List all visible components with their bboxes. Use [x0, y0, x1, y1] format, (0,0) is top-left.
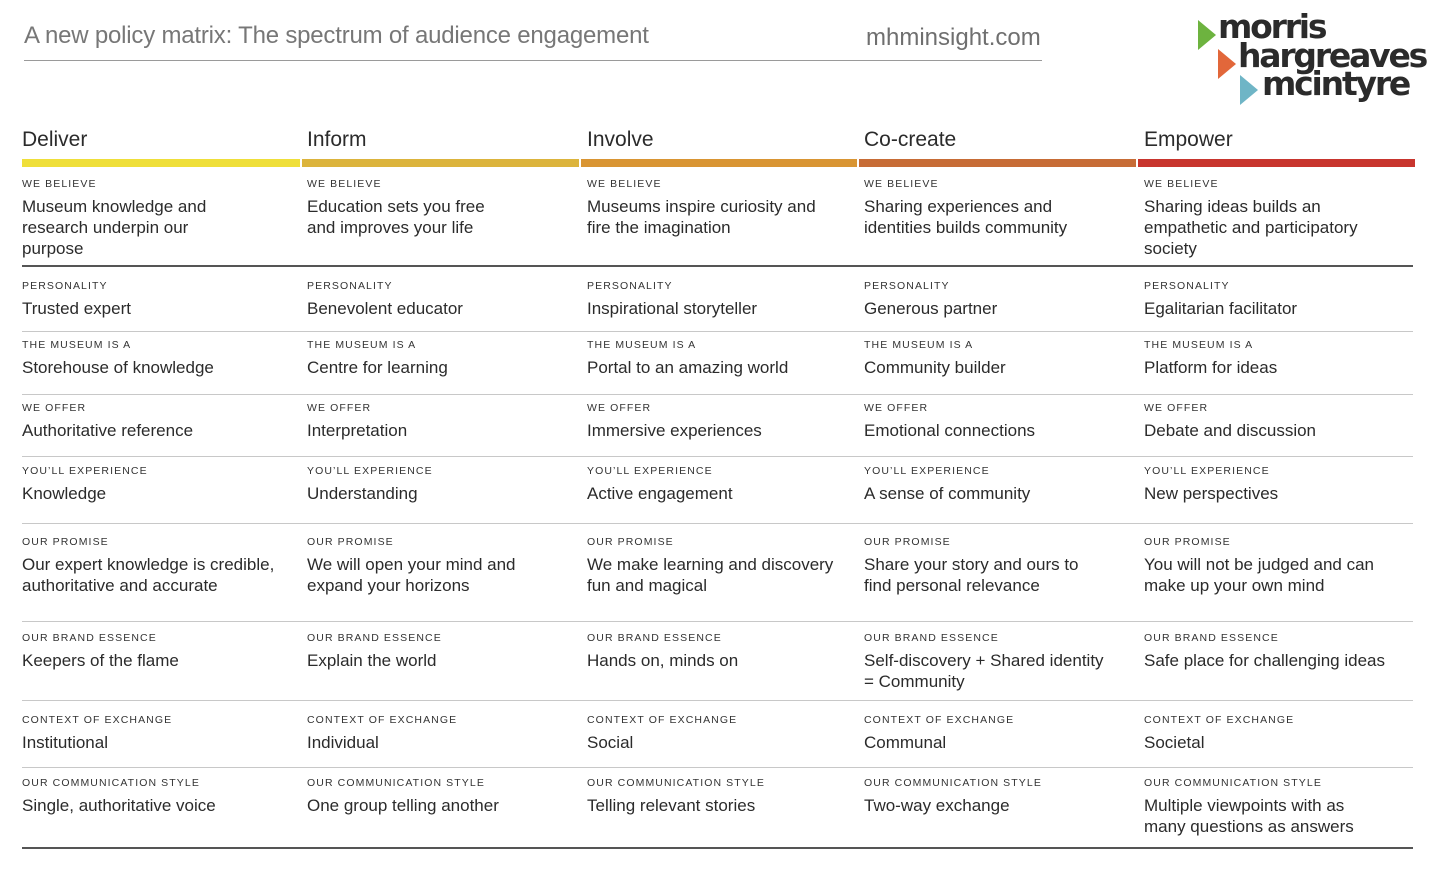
matrix-cell-you-ll-experience-involve — [587, 465, 733, 504]
row-label: YOU’LL EXPERIENCE — [864, 465, 990, 477]
cell-value: Interpretation — [307, 421, 408, 440]
row-label: PERSONALITY — [22, 280, 108, 292]
cell-value: Trusted expert — [22, 299, 131, 318]
matrix-cell-our-communication-style-inform — [307, 777, 499, 816]
row-divider — [22, 767, 1413, 768]
matrix-cell-the-museum-is-a-deliver — [22, 339, 214, 378]
matrix-cell-our-promise-deliver — [22, 536, 274, 596]
row-divider — [22, 700, 1413, 701]
row-label: OUR COMMUNICATION STYLE — [864, 777, 1042, 789]
cell-value: Knowledge — [22, 484, 107, 503]
cell-value: Generous partner — [864, 299, 998, 318]
matrix-cell-the-museum-is-a-inform — [307, 339, 448, 378]
cell-value: Share your story and ours to find personal relevance — [864, 555, 1079, 595]
matrix-cell-the-museum-is-a-empower — [1144, 339, 1277, 378]
cell-value: Benevolent educator — [307, 299, 463, 318]
row-label: OUR BRAND ESSENCE — [864, 632, 999, 644]
row-label: WE BELIEVE — [587, 178, 662, 190]
row-label: OUR BRAND ESSENCE — [307, 632, 442, 644]
matrix-cell-we-believe-involve — [587, 178, 816, 238]
stage-color-bar-co-create — [859, 159, 1136, 167]
row-label: YOU’LL EXPERIENCE — [22, 465, 148, 477]
matrix-cell-personality-involve — [587, 280, 757, 319]
row-label: PERSONALITY — [1144, 280, 1230, 292]
row-divider — [22, 847, 1413, 849]
row-label: OUR PROMISE — [587, 536, 674, 548]
matrix-cell-context-of-exchange-deliver — [22, 714, 172, 753]
green-triangle-icon — [1198, 20, 1216, 50]
row-label: WE BELIEVE — [22, 178, 97, 190]
cell-value: We make learning and discovery fun and magical — [587, 555, 834, 595]
row-label: THE MUSEUM IS A — [864, 339, 974, 351]
matrix-cell-the-museum-is-a-involve — [587, 339, 788, 378]
row-label: PERSONALITY — [307, 280, 393, 292]
cell-value: Platform for ideas — [1144, 358, 1278, 377]
row-label: OUR PROMISE — [1144, 536, 1231, 548]
row-label: WE OFFER — [307, 402, 372, 414]
stage-heading-inform: Inform — [307, 128, 367, 151]
cell-value: Storehouse of knowledge — [22, 358, 214, 377]
cell-value: Egalitarian facilitator — [1144, 299, 1298, 318]
cell-value: We will open your mind and expand your horizons — [307, 555, 516, 595]
matrix-cell-context-of-exchange-inform — [307, 714, 457, 753]
row-divider — [22, 394, 1413, 395]
cell-value: Emotional connections — [864, 421, 1036, 440]
matrix-cell-our-promise-empower — [1144, 536, 1374, 596]
row-label: WE OFFER — [22, 402, 87, 414]
cell-value: Museums inspire curiosity and fire the imagination — [587, 197, 816, 237]
row-label: OUR BRAND ESSENCE — [587, 632, 722, 644]
matrix-cell-our-promise-involve — [587, 536, 833, 596]
row-label: OUR COMMUNICATION STYLE — [22, 777, 200, 789]
header-divider — [24, 60, 1042, 61]
matrix-cell-we-offer-deliver — [22, 402, 193, 441]
orange-triangle-icon — [1218, 49, 1236, 79]
cell-value: Self-discovery + Shared identity = Community — [864, 651, 1104, 691]
matrix-cell-our-communication-style-deliver — [22, 777, 216, 816]
matrix-cell-context-of-exchange-empower — [1144, 714, 1294, 753]
matrix-cell-personality-inform — [307, 280, 463, 319]
stage-color-bar-inform — [302, 159, 579, 167]
row-divider — [22, 523, 1413, 524]
logo-line-morris: morris — [1218, 7, 1326, 46]
row-divider — [22, 621, 1413, 622]
site-url[interactable]: mhminsight.com — [866, 24, 1041, 51]
row-divider — [22, 456, 1413, 457]
cell-value: Communal — [864, 733, 947, 752]
cell-value: Authoritative reference — [22, 421, 194, 440]
row-label: PERSONALITY — [864, 280, 950, 292]
matrix-cell-we-believe-deliver — [22, 178, 206, 259]
cell-value: Explain the world — [307, 651, 437, 670]
row-label: YOU’LL EXPERIENCE — [307, 465, 433, 477]
row-label: OUR COMMUNICATION STYLE — [1144, 777, 1322, 789]
matrix-cell-the-museum-is-a-co-create — [864, 339, 1006, 378]
matrix-cell-our-brand-essence-deliver — [22, 632, 179, 671]
cell-value: Social — [587, 733, 634, 752]
matrix-cell-personality-co-create — [864, 280, 997, 319]
cell-value: Centre for learning — [307, 358, 448, 377]
cell-value: Portal to an amazing world — [587, 358, 789, 377]
row-label: WE BELIEVE — [864, 178, 939, 190]
matrix-cell-we-believe-co-create — [864, 178, 1067, 238]
blue-triangle-icon — [1240, 75, 1258, 105]
cell-value: Sharing experiences and identities builds community — [864, 197, 1068, 237]
row-label: THE MUSEUM IS A — [307, 339, 417, 351]
cell-value: Institutional — [22, 733, 108, 752]
matrix-cell-we-offer-co-create — [864, 402, 1035, 441]
logo-line-hargreaves: hargreaves — [1238, 36, 1427, 75]
row-label: YOU’LL EXPERIENCE — [587, 465, 713, 477]
cell-value: Multiple viewpoints with as many questions as answers — [1144, 796, 1354, 836]
row-label: OUR COMMUNICATION STYLE — [587, 777, 765, 789]
stage-heading-deliver: Deliver — [22, 128, 88, 151]
matrix-cell-you-ll-experience-deliver — [22, 465, 148, 504]
row-label: THE MUSEUM IS A — [1144, 339, 1254, 351]
logo-line-mcintyre: mcintyre — [1262, 64, 1410, 103]
cell-value: New perspectives — [1144, 484, 1279, 503]
row-divider — [22, 331, 1413, 332]
cell-value: Telling relevant stories — [587, 796, 756, 815]
cell-value: Community builder — [864, 358, 1006, 377]
row-label: WE BELIEVE — [1144, 178, 1219, 190]
row-label: CONTEXT OF EXCHANGE — [1144, 714, 1295, 726]
row-divider — [22, 265, 1413, 267]
cell-value: Debate and discussion — [1144, 421, 1317, 440]
cell-value: Safe place for challenging ideas — [1144, 651, 1385, 670]
matrix-cell-you-ll-experience-co-create — [864, 465, 1030, 504]
cell-value: Education sets you free and improves your life — [307, 197, 485, 237]
cell-value: Understanding — [307, 484, 418, 503]
cell-value: Two-way exchange — [864, 796, 1010, 815]
stage-color-bar-empower — [1138, 159, 1415, 167]
row-label: OUR BRAND ESSENCE — [1144, 632, 1279, 644]
company-logo — [1196, 7, 1427, 106]
row-label: WE OFFER — [864, 402, 929, 414]
row-label: OUR BRAND ESSENCE — [22, 632, 157, 644]
cell-value: Hands on, minds on — [587, 651, 739, 670]
row-label: THE MUSEUM IS A — [22, 339, 132, 351]
stage-heading-co-create: Co-create — [864, 128, 957, 151]
cell-value: Our expert knowledge is credible, authoritative and accurate — [22, 555, 275, 595]
stage-color-bar-involve — [581, 159, 857, 167]
matrix-cell-our-communication-style-co-create — [864, 777, 1042, 816]
matrix-cell-our-communication-style-involve — [587, 777, 765, 816]
page-title: A new policy matrix: The spectrum of audience engagement — [24, 22, 649, 49]
row-label: CONTEXT OF EXCHANGE — [864, 714, 1015, 726]
matrix-cell-context-of-exchange-involve — [587, 714, 737, 753]
matrix-cell-we-offer-inform — [307, 402, 407, 441]
matrix-cell-we-offer-involve — [587, 402, 762, 441]
matrix-cell-personality-deliver — [22, 280, 131, 319]
stage-color-bar-deliver — [22, 159, 300, 167]
row-label: CONTEXT OF EXCHANGE — [307, 714, 458, 726]
cell-value: Active engagement — [587, 484, 733, 503]
cell-value: Immersive experiences — [587, 421, 762, 440]
matrix-cell-personality-empower — [1144, 280, 1297, 319]
row-label: CONTEXT OF EXCHANGE — [587, 714, 738, 726]
row-label: WE BELIEVE — [307, 178, 382, 190]
cell-value: Sharing ideas builds an empathetic and participatory society — [1144, 197, 1358, 258]
matrix-cell-we-offer-empower — [1144, 402, 1316, 441]
row-label: OUR PROMISE — [864, 536, 951, 548]
row-label: WE OFFER — [1144, 402, 1209, 414]
matrix-cell-we-believe-empower — [1144, 178, 1358, 259]
matrix-cell-context-of-exchange-co-create — [864, 714, 1014, 753]
stage-heading-empower: Empower — [1144, 128, 1233, 151]
row-label: YOU’LL EXPERIENCE — [1144, 465, 1270, 477]
matrix-cell-we-believe-inform — [307, 178, 485, 238]
matrix-cell-you-ll-experience-inform — [307, 465, 433, 504]
row-label: PERSONALITY — [587, 280, 673, 292]
matrix-cell-you-ll-experience-empower — [1144, 465, 1278, 504]
row-label: THE MUSEUM IS A — [587, 339, 697, 351]
matrix-cell-our-brand-essence-co-create — [864, 632, 1104, 692]
matrix-cell-our-brand-essence-empower — [1144, 632, 1385, 671]
matrix-cell-our-brand-essence-involve — [587, 632, 738, 671]
matrix-cell-our-brand-essence-inform — [307, 632, 442, 671]
row-label: OUR PROMISE — [22, 536, 109, 548]
cell-value: Museum knowledge and research underpin our purpose — [22, 197, 207, 258]
cell-value: Societal — [1144, 733, 1205, 752]
cell-value: One group telling another — [307, 796, 499, 815]
row-label: OUR COMMUNICATION STYLE — [307, 777, 485, 789]
matrix-cell-our-promise-co-create — [864, 536, 1079, 596]
row-label: WE OFFER — [587, 402, 652, 414]
cell-value: Keepers of the flame — [22, 651, 179, 670]
cell-value: Individual — [307, 733, 379, 752]
row-label: OUR PROMISE — [307, 536, 394, 548]
stage-heading-involve: Involve — [587, 128, 654, 151]
matrix-cell-our-communication-style-empower — [1144, 777, 1354, 837]
row-label: CONTEXT OF EXCHANGE — [22, 714, 173, 726]
matrix-cell-our-promise-inform — [307, 536, 516, 596]
cell-value: A sense of community — [864, 484, 1031, 503]
cell-value: You will not be judged and can make up your own mind — [1144, 555, 1374, 595]
cell-value: Inspirational storyteller — [587, 299, 758, 318]
cell-value: Single, authoritative voice — [22, 796, 216, 815]
